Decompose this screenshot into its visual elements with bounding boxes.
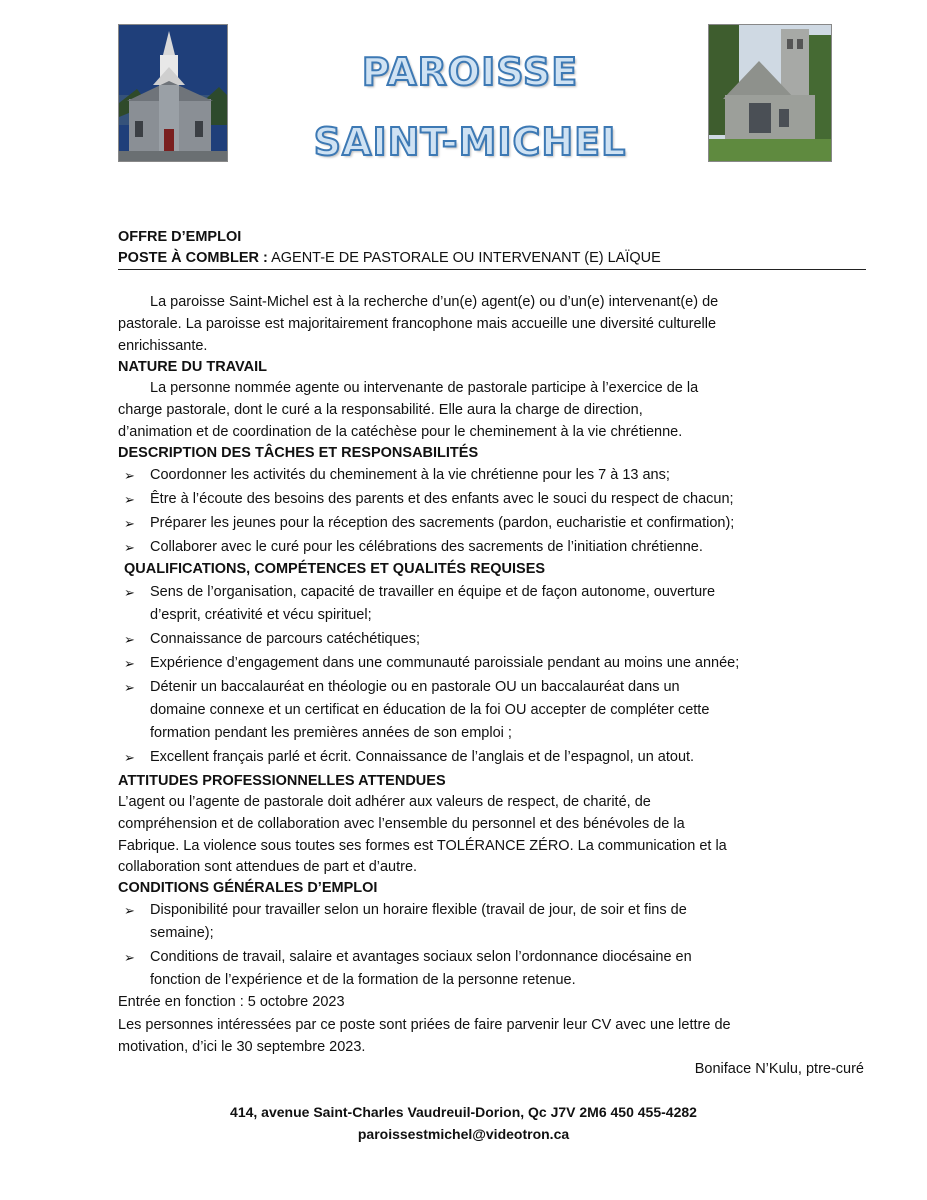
arrow-bullet-icon: ➢ [124, 540, 135, 555]
task-text: Collaborer avec le curé pour les célébrations des sacrements de l’initiation chrétienne. [150, 539, 703, 555]
section-title-nature: NATURE DU TRAVAIL [118, 359, 268, 375]
attitudes-line: Fabrique. La violence sous toutes ses formes est TOLÉRANCE ZÉRO. La communication et la [118, 838, 727, 854]
arrow-bullet-icon: ➢ [124, 516, 135, 531]
apply-instructions-line: motivation, d’ici le 30 septembre 2023. [118, 1039, 366, 1055]
arrow-bullet-icon: ➢ [124, 680, 135, 695]
qualification-text: Expérience d’engagement dans une communauté paroissiale pendant au moins une année; [150, 655, 740, 671]
task-text: Être à l’écoute des besoins des parents et des enfants avec le souci du respect de chacun; [150, 491, 734, 507]
condition-text: semaine); [150, 925, 214, 941]
header-divider [118, 269, 866, 270]
job-offer-label: OFFRE D’EMPLOI [118, 229, 242, 245]
qualification-text: d’esprit, créativité et vécu spirituel; [150, 607, 372, 623]
qualification-text: domaine connexe et un certificat en éducation de la foi OU accepter de compléter cette [150, 702, 710, 718]
post-value: AGENT-E DE PASTORALE OU INTERVENANT (E) LAÏQUE [271, 250, 661, 266]
attitudes-line: L’agent ou l’agente de pastorale doit adhérer aux valeurs de respect, de charité, de [118, 794, 651, 810]
task-text: Préparer les jeunes pour la réception des sacrements (pardon, eucharistie et confirmation); [150, 515, 735, 531]
church-photo-left [118, 24, 228, 162]
nature-line: d’animation et de coordination de la catéchèse pour le cheminement à la vie chrétienne. [118, 424, 683, 440]
post-to-fill-line [118, 248, 661, 268]
footer-address: 414, avenue Saint-Charles Vaudreuil-Dorion, Qc J7V 2M6 450 455-4282 [230, 1104, 697, 1120]
arrow-bullet-icon: ➢ [124, 468, 135, 483]
qualification-text: Connaissance de parcours catéchétiques; [150, 631, 421, 647]
intro-line: La paroisse Saint-Michel est à la recherche d’un(e) agent(e) ou d’un(e) intervenant(e) de [150, 294, 719, 310]
post-label: POSTE À COMBLER : [118, 250, 268, 266]
qualification-text: Détenir un baccalauréat en théologie ou en pastorale OU un baccalauréat dans un [150, 679, 680, 695]
nature-line: La personne nommée agente ou intervenante de pastorale participe à l’exercice de la [150, 380, 699, 396]
arrow-bullet-icon: ➢ [124, 656, 135, 671]
section-title-qualifications: QUALIFICATIONS, COMPÉTENCES ET QUALITÉS REQUISES [124, 561, 546, 577]
section-title-attitudes: ATTITUDES PROFESSIONNELLES ATTENDUES [118, 773, 446, 789]
arrow-bullet-icon: ➢ [124, 632, 135, 647]
arrow-bullet-icon: ➢ [124, 585, 135, 600]
arrow-bullet-icon: ➢ [124, 950, 135, 965]
footer-email: paroissestmichel@videotron.ca [357, 1126, 570, 1142]
nature-line: charge pastorale, dont le curé a la responsabilité. Elle aura la charge de direction, [118, 402, 643, 418]
arrow-bullet-icon: ➢ [124, 750, 135, 765]
condition-text: Disponibilité pour travailler selon un horaire flexible (travail de jour, de soir et fins de [150, 902, 687, 918]
task-text: Coordonner les activités du cheminement à la vie chrétienne pour les 7 à 13 ans; [150, 467, 670, 483]
condition-text: Conditions de travail, salaire et avantages sociaux selon l’ordonnance diocésaine en [150, 949, 692, 965]
apply-instructions-line: Les personnes intéressées par ce poste sont priées de faire parvenir leur CV avec une lettre de [118, 1017, 731, 1033]
section-title-conditions: CONDITIONS GÉNÉRALES D’EMPLOI [118, 880, 378, 896]
attitudes-line: compréhension et de collaboration avec l’ensemble du personnel et des bénévoles de la [118, 816, 685, 832]
qualification-text: Excellent français parlé et écrit. Connaissance de l’anglais et de l’espagnol, un atout. [150, 749, 695, 765]
signature: Boniface N’Kulu, ptre-curé [694, 1061, 864, 1077]
start-date-line: Entrée en fonction : 5 octobre 2023 [118, 994, 345, 1010]
intro-line: pastorale. La paroisse est majoritairement francophone mais accueille une diversité culturelle [118, 316, 717, 332]
qualification-text: Sens de l’organisation, capacité de travailler en équipe et de façon autonome, ouverture [150, 584, 716, 600]
section-title-tasks: DESCRIPTION DES TÂCHES ET RESPONSABILITÉS [118, 445, 479, 461]
parish-title-line-2: SAINT-MICHEL [313, 120, 627, 164]
qualification-text: formation pendant les premières années de son emploi ; [150, 725, 512, 741]
condition-text: fonction de l’expérience et de la formation de la personne retenue. [150, 972, 576, 988]
parish-title-line-1: PAROISSE [361, 50, 579, 94]
arrow-bullet-icon: ➢ [124, 903, 135, 918]
church-photo-right [708, 24, 832, 162]
attitudes-line: collaboration sont attendues de part et d’autre. [118, 859, 418, 875]
intro-line: enrichissante. [118, 338, 208, 354]
arrow-bullet-icon: ➢ [124, 492, 135, 507]
